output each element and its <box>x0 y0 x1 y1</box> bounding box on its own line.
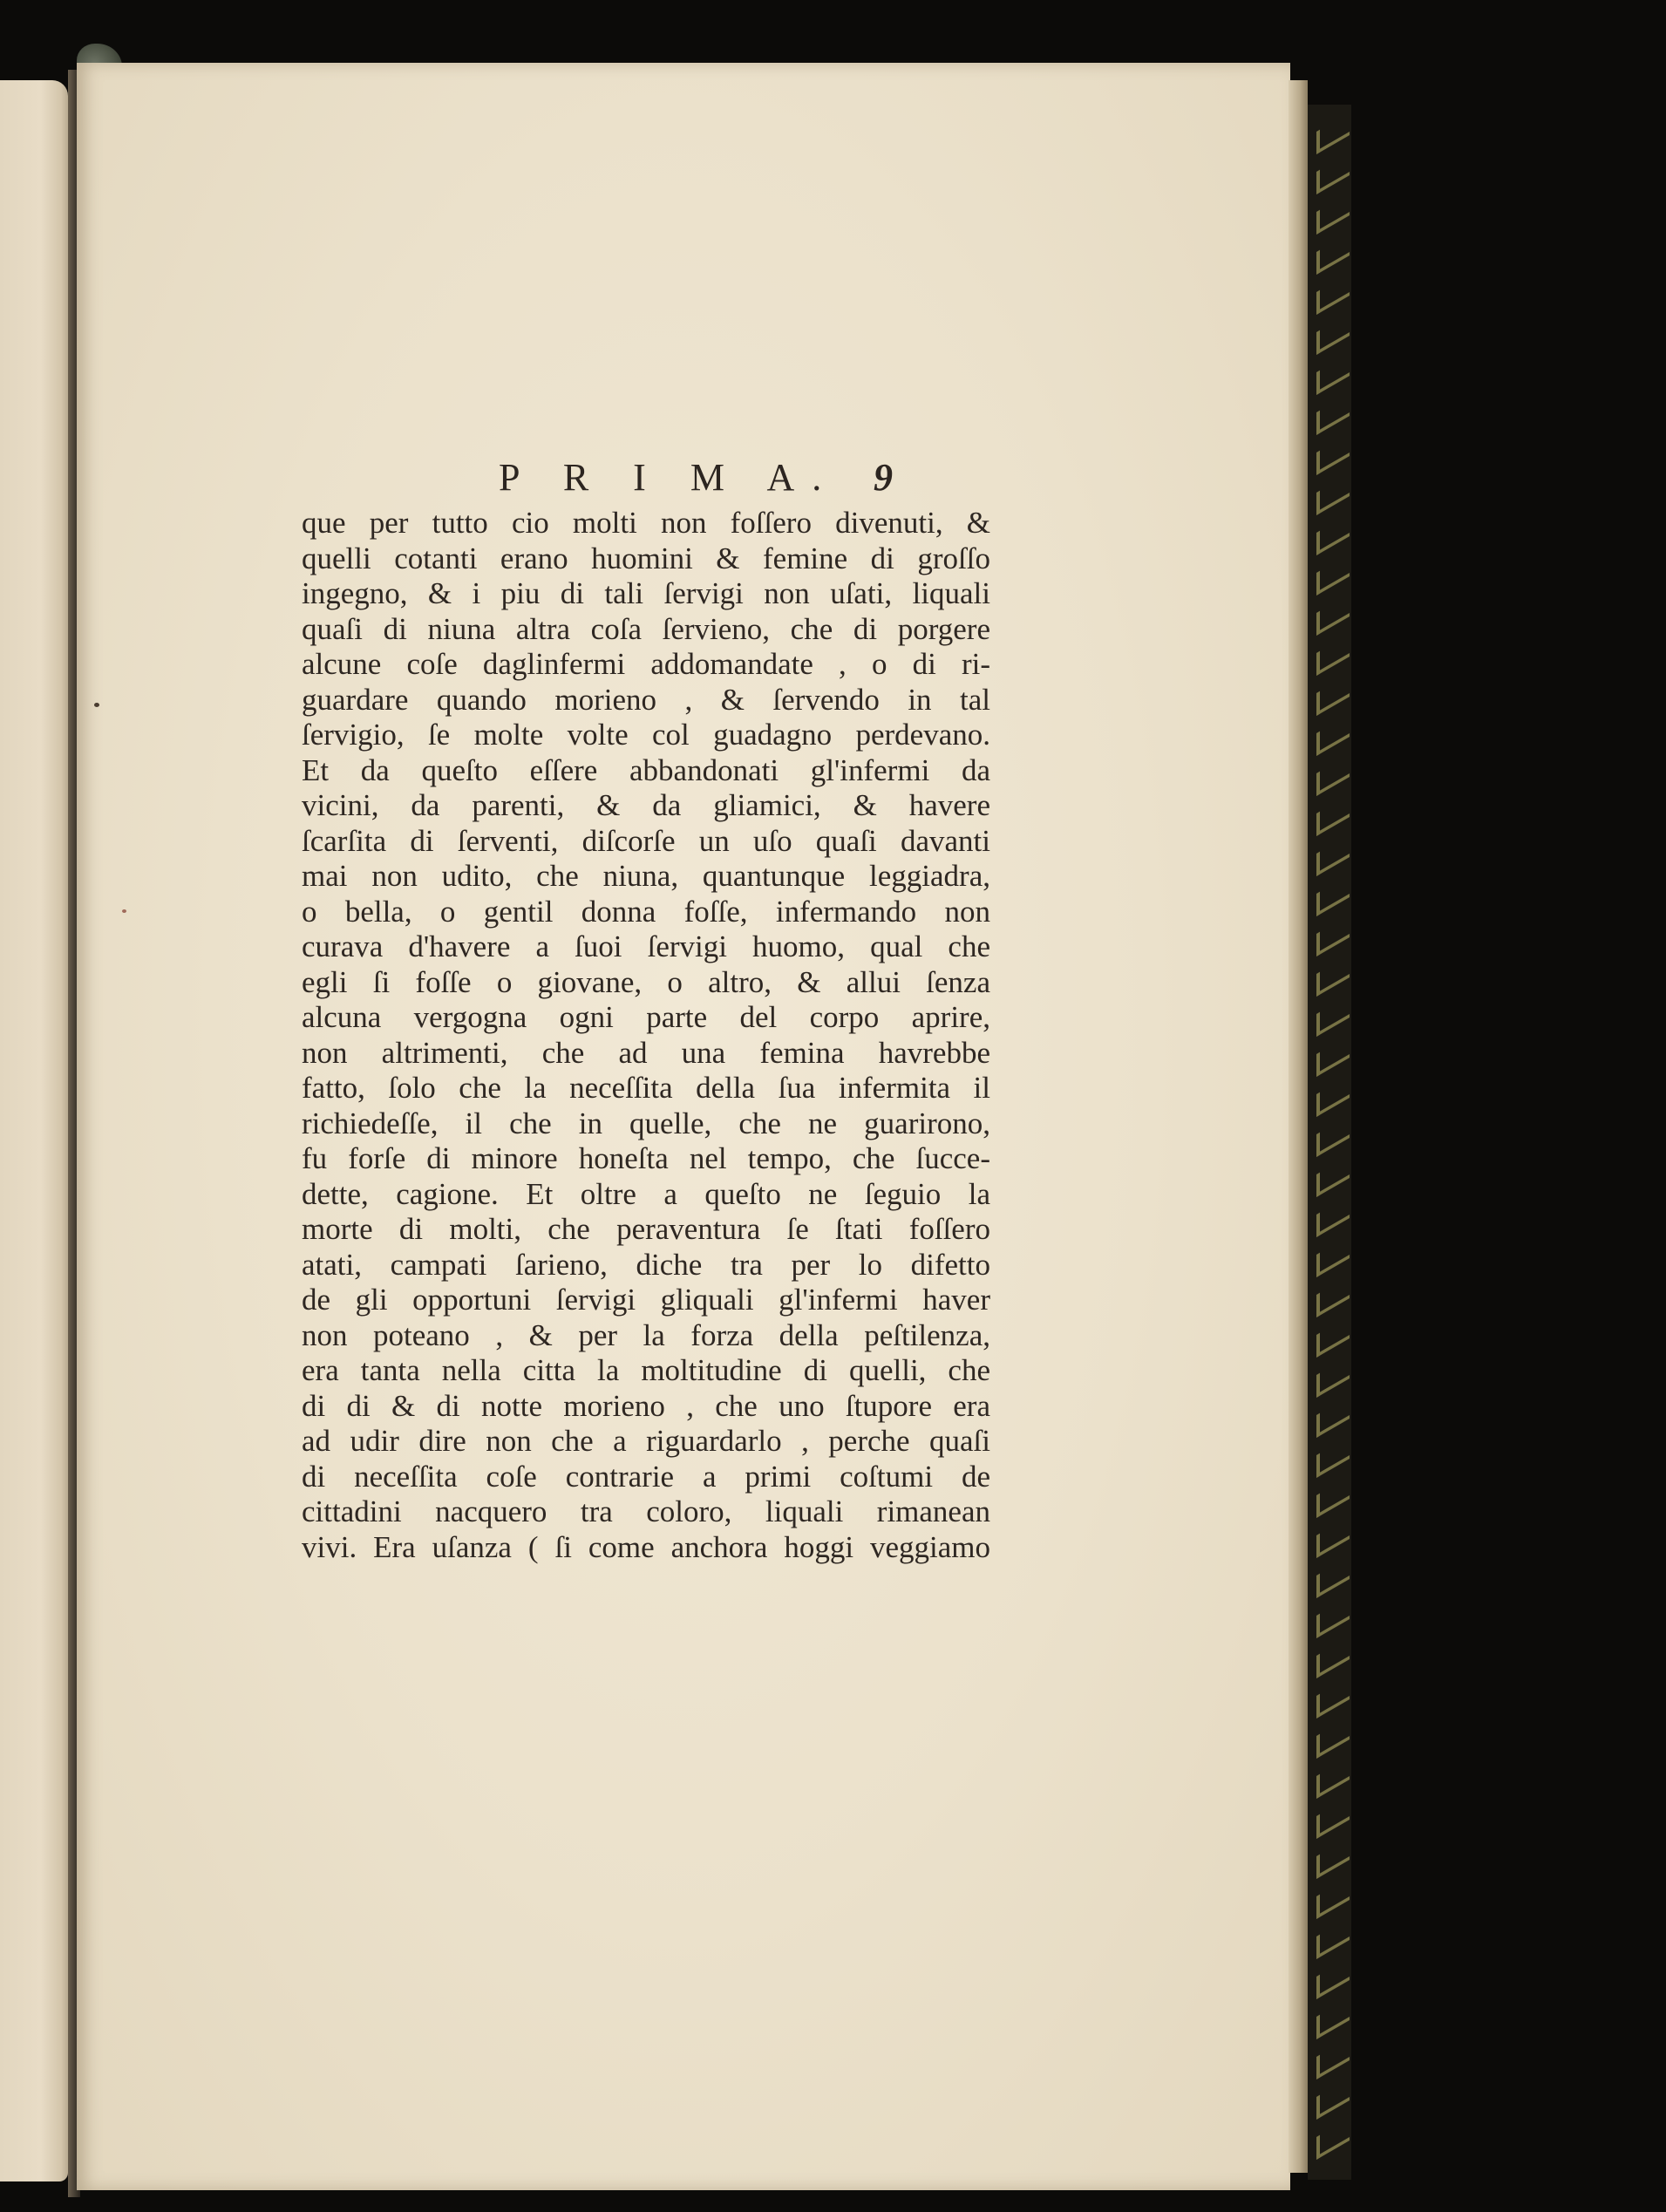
page-block-edge <box>1289 80 1308 2173</box>
cover-ornament <box>1316 634 1350 676</box>
cover-ornament <box>1316 1717 1350 1759</box>
text-line: quaſi di niuna altra coſa ſervieno, che di porgere <box>302 611 990 646</box>
decorated-cover-edge <box>1308 105 1351 2180</box>
cover-ornament <box>1316 1998 1350 2039</box>
text-line: o bella, o gentil donna foſſe, infermando non <box>302 894 990 929</box>
cover-ornament <box>1316 1596 1350 1638</box>
cover-ornament <box>1316 714 1350 756</box>
cover-ornament <box>1316 1476 1350 1518</box>
text-line: egli ſi foſſe o giovane, o altro, & allui ſenza <box>302 964 990 999</box>
cover-ornament <box>1316 875 1350 916</box>
cover-ornament <box>1316 674 1350 716</box>
text-line: mai non udito, che niuna, quantunque leggiadra, <box>302 859 990 893</box>
cover-ornament <box>1316 112 1350 154</box>
text-line: di di & di notte morieno , che uno ſtupore era <box>302 1388 990 1423</box>
running-head: P R I M A. <box>499 456 840 499</box>
cover-ornament <box>1316 1115 1350 1157</box>
text-line: di neceſſita coſe contrarie a primi coſtumi de <box>302 1459 990 1494</box>
text-line: alcune coſe daglinfermi addomandate , o di ri- <box>302 647 990 681</box>
text-line: fu forſe di minore honeſta nel tempo, che ſucce- <box>302 1141 990 1175</box>
cover-ornament <box>1316 2118 1350 2160</box>
text-line: dette, cagione. Et oltre a queſto ne ſeguio la <box>302 1176 990 1211</box>
text-line: morte di molti, che peraventura ſe ſtati foſſero <box>302 1212 990 1246</box>
cover-ornament <box>1316 1035 1350 1077</box>
paper-speck <box>94 703 99 707</box>
text-line: ad udir dire non che a riguardarlo , perche quaſi <box>302 1424 990 1458</box>
cover-ornament <box>1316 1877 1350 1919</box>
text-line: curava d'havere a ſuoi ſervigi huomo, qual che <box>302 929 990 963</box>
text-line: ſervigio, ſe molte volte col guadagno perdevano. <box>302 718 990 752</box>
cover-ornament <box>1316 554 1350 596</box>
text-line: vivi. Era uſanza ( ſi come anchora hoggi veggiamo <box>302 1529 990 1564</box>
text-line: richiedeſſe, il che in quelle, che ne guarirono, <box>302 1106 990 1140</box>
cover-ornament <box>1316 193 1350 235</box>
text-line: alcuna vergogna ogni parte del corpo aprire, <box>302 1000 990 1034</box>
cover-ornament <box>1316 433 1350 475</box>
cover-ornament <box>1316 1195 1350 1237</box>
cover-ornament <box>1316 313 1350 355</box>
text-line: guardare quando morieno , & ſervendo in tal <box>302 682 990 717</box>
cover-ornament <box>1316 1797 1350 1839</box>
cover-ornament <box>1316 273 1350 315</box>
cover-ornament <box>1316 1155 1350 1197</box>
text-line: que per tutto cio molti non foſſero divenuti, & <box>302 506 990 540</box>
cover-ornament <box>1316 1556 1350 1598</box>
text-line: ſcarſita di ſerventi, diſcorſe un uſo quaſi davanti <box>302 823 990 858</box>
text-line: era tanta nella citta la moltitudine di quelli, che <box>302 1353 990 1387</box>
cover-ornament <box>1316 1757 1350 1799</box>
text-line: fatto, ſolo che la neceſſita della ſua infermita il <box>302 1071 990 1105</box>
text-line: cittadini nacquero tra coloro, liquali rimanean <box>302 1494 990 1528</box>
cover-ornament <box>1316 514 1350 555</box>
cover-ornament <box>1316 1436 1350 1478</box>
cover-ornament <box>1316 153 1350 194</box>
cover-ornament <box>1316 1677 1350 1719</box>
cover-ornament <box>1316 2038 1350 2079</box>
cover-ornament <box>1316 834 1350 876</box>
cover-ornament <box>1316 915 1350 956</box>
cover-ornament <box>1316 473 1350 515</box>
cover-ornament <box>1316 353 1350 395</box>
text-line: non poteano , & per la forza della peſtilenza, <box>302 1317 990 1352</box>
cover-ornament <box>1316 955 1350 997</box>
body-text <box>302 506 990 1565</box>
page-number: 9 <box>874 456 893 499</box>
text-line: vicini, da parenti, & da gliamici, & havere <box>302 788 990 822</box>
cover-ornament <box>1316 995 1350 1037</box>
cover-ornament <box>1316 1917 1350 1959</box>
cover-ornament <box>1316 1316 1350 1358</box>
cover-ornament <box>1316 794 1350 836</box>
cover-ornament <box>1316 1075 1350 1117</box>
cover-ornament <box>1316 393 1350 435</box>
cover-ornament <box>1316 2078 1350 2120</box>
cover-ornament <box>1316 233 1350 275</box>
cover-ornament <box>1316 594 1350 636</box>
cover-ornament <box>1316 1637 1350 1678</box>
text-line: de gli opportuni ſervigi gliquali gl'infermi haver <box>302 1283 990 1317</box>
cover-ornament <box>1316 1837 1350 1879</box>
text-line: quelli cotanti erano huomini & femine di groſſo <box>302 541 990 575</box>
cover-ornament <box>1316 754 1350 796</box>
text-line: atati, campati ſarieno, diche tra per lo difetto <box>302 1247 990 1282</box>
cover-ornament <box>1316 1516 1350 1558</box>
text-line: non altrimenti, che ad una femina havrebbe <box>302 1035 990 1070</box>
text-line: ingegno, & i piu di tali ſervigi non uſati, liquali <box>302 576 990 610</box>
facing-page-edge <box>0 80 68 2181</box>
cover-ornament <box>1316 1356 1350 1398</box>
cover-ornament <box>1316 1957 1350 1999</box>
cover-ornament <box>1316 1276 1350 1317</box>
cover-ornament <box>1316 1396 1350 1438</box>
paper-speck <box>122 909 126 913</box>
text-line: Et da queſto eſſere abbandonati gl'infermi da <box>302 752 990 787</box>
cover-ornament <box>1316 1235 1350 1277</box>
